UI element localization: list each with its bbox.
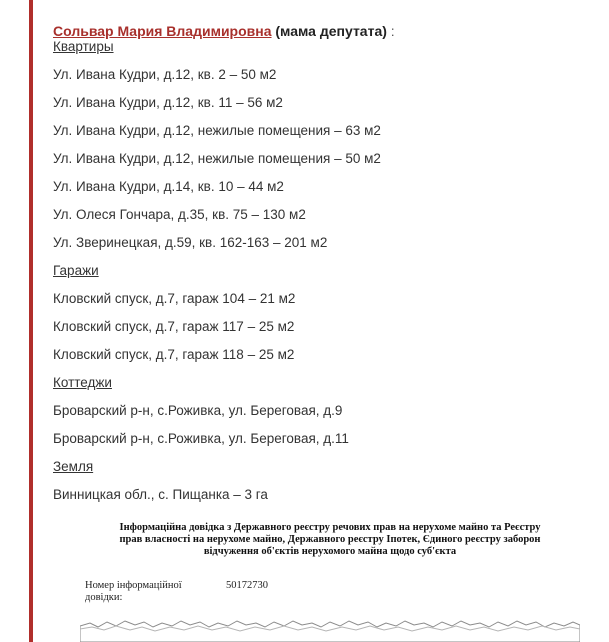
list-item: Ул. Олеся Гончара, д.35, кв. 75 – 130 м2 bbox=[53, 207, 306, 222]
person-name-link[interactable]: Сольвар Мария Владимировна bbox=[53, 23, 272, 39]
document-title-line: відчуження об'єктів нерухомого майна щодо суб'єкта bbox=[203, 546, 457, 557]
document-title-line: Інформаційна довідка з Державного реєстру речових прав на нерухоме майно та Реєстру bbox=[119, 522, 541, 533]
document-title-line: прав власності на нерухоме майно, Державного реєстру Іпотек, Єдиного реєстру заборон bbox=[119, 534, 541, 545]
list-item: Ул. Ивана Кудри, д.12, нежилые помещения – 50 м2 bbox=[53, 151, 381, 166]
list-item: Кловский спуск, д.7, гараж 104 – 21 м2 bbox=[53, 291, 296, 306]
list-item: Ул. Ивана Кудри, д.12, кв. 11 – 56 м2 bbox=[53, 95, 283, 110]
list-item: Ул. Ивана Кудри, д.12, нежилые помещения – 63 м2 bbox=[53, 123, 381, 138]
person-note: (мама депутата) bbox=[275, 23, 387, 39]
section-title-garages: Гаражи bbox=[53, 263, 99, 278]
list-item: Ул. Ивана Кудри, д.12, кв. 2 – 50 м2 bbox=[53, 67, 277, 82]
section-title-cottages: Коттеджи bbox=[53, 375, 112, 390]
section-title-land: Земля bbox=[53, 459, 94, 474]
list-item: Кловский спуск, д.7, гараж 118 – 25 м2 bbox=[53, 347, 295, 362]
torn-paper-edge bbox=[80, 612, 580, 642]
heading-colon: : bbox=[390, 23, 395, 39]
section-title-apartments: Квартиры bbox=[53, 39, 114, 54]
list-item: Ул. Ивана Кудри, д.14, кв. 10 – 44 м2 bbox=[53, 179, 284, 194]
list-item: Броварский р-н, с.Роживка, ул. Береговая, д.11 bbox=[53, 431, 349, 446]
list-item: Ул. Зверинецкая, д.59, кв. 162-163 – 201 м2 bbox=[53, 235, 328, 250]
list-item: Кловский спуск, д.7, гараж 117 – 25 м2 bbox=[53, 319, 295, 334]
document-number-label: Номер інформаційної довідки: bbox=[85, 580, 182, 603]
left-accent-bar bbox=[29, 0, 33, 642]
list-item: Винницкая обл., с. Пищанка – 3 га bbox=[53, 487, 268, 502]
document-number-value: 50172730 bbox=[226, 580, 268, 591]
list-item: Броварский р-н, с.Роживка, ул. Береговая, д.9 bbox=[53, 403, 343, 418]
registry-document-excerpt bbox=[80, 522, 580, 642]
